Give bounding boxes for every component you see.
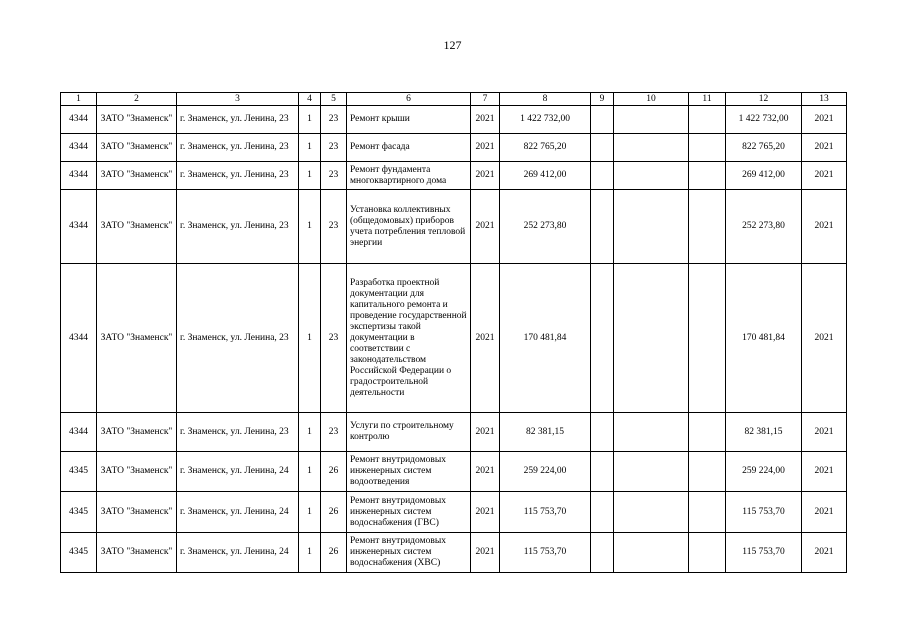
cell-year: 2021 <box>471 413 500 452</box>
cell-col5: 23 <box>321 264 347 413</box>
cell-col13: 2021 <box>802 413 847 452</box>
cell-col12: 1 422 732,00 <box>726 106 802 134</box>
cell-col9 <box>591 134 614 162</box>
table-row <box>61 162 847 190</box>
table-row <box>61 264 847 413</box>
cell-municipality: ЗАТО "Знаменск" <box>97 134 177 162</box>
cell-col10 <box>614 492 689 533</box>
cell-address: г. Знаменск, ул. Ленина, 23 <box>177 413 299 452</box>
cell-number: 4344 <box>61 106 97 134</box>
cell-col9 <box>591 190 614 264</box>
cell-total: 269 412,00 <box>500 162 591 190</box>
header-row <box>61 93 847 106</box>
cell-col4: 1 <box>299 134 321 162</box>
cell-col12: 170 481,84 <box>726 264 802 413</box>
cell-work-type: Разработка проектной документации для капитального ремонта и проведение государственной экспертизы такой документации в соответствии с законодательством Российской Федерации о градостроительной деятельности <box>347 264 471 413</box>
cell-year: 2021 <box>471 134 500 162</box>
cell-col12: 269 412,00 <box>726 162 802 190</box>
cell-col12: 82 381,15 <box>726 413 802 452</box>
cell-number: 4344 <box>61 162 97 190</box>
cell-col12: 252 273,80 <box>726 190 802 264</box>
cell-col9 <box>591 162 614 190</box>
cell-year: 2021 <box>471 190 500 264</box>
cell-number: 4345 <box>61 452 97 492</box>
cell-municipality: ЗАТО "Знаменск" <box>97 162 177 190</box>
cell-total: 1 422 732,00 <box>500 106 591 134</box>
cell-col10 <box>614 162 689 190</box>
cell-work-type: Услуги по строительному контролю <box>347 413 471 452</box>
cell-col13: 2021 <box>802 134 847 162</box>
column-header: 8 <box>500 93 591 106</box>
cell-col12: 115 753,70 <box>726 492 802 533</box>
cell-col5: 23 <box>321 134 347 162</box>
cell-work-type: Ремонт внутридомовых инженерных систем водоснабжения (ГВС) <box>347 492 471 533</box>
cell-col10 <box>614 134 689 162</box>
cell-address: г. Знаменск, ул. Ленина, 23 <box>177 264 299 413</box>
cell-col4: 1 <box>299 413 321 452</box>
cell-col5: 26 <box>321 452 347 492</box>
cell-col10 <box>614 106 689 134</box>
cell-col9 <box>591 264 614 413</box>
cell-year: 2021 <box>471 264 500 413</box>
cell-municipality: ЗАТО "Знаменск" <box>97 533 177 573</box>
cell-total: 115 753,70 <box>500 492 591 533</box>
cell-municipality: ЗАТО "Знаменск" <box>97 106 177 134</box>
cell-col4: 1 <box>299 452 321 492</box>
cell-col4: 1 <box>299 106 321 134</box>
cell-year: 2021 <box>471 452 500 492</box>
column-header: 9 <box>591 93 614 106</box>
column-header: 2 <box>97 93 177 106</box>
cell-col5: 23 <box>321 106 347 134</box>
table-row <box>61 106 847 134</box>
cell-number: 4344 <box>61 413 97 452</box>
cell-total: 259 224,00 <box>500 452 591 492</box>
cell-col13: 2021 <box>802 492 847 533</box>
column-header: 11 <box>689 93 726 106</box>
cell-col11 <box>689 106 726 134</box>
cell-col4: 1 <box>299 492 321 533</box>
cell-col13: 2021 <box>802 162 847 190</box>
cell-address: г. Знаменск, ул. Ленина, 24 <box>177 533 299 573</box>
cell-col4: 1 <box>299 190 321 264</box>
cell-col9 <box>591 106 614 134</box>
cell-work-type: Ремонт фасада <box>347 134 471 162</box>
cell-address: г. Знаменск, ул. Ленина, 24 <box>177 492 299 533</box>
cell-col11 <box>689 533 726 573</box>
cell-work-type: Ремонт крыши <box>347 106 471 134</box>
column-header: 3 <box>177 93 299 106</box>
table-row <box>61 533 847 573</box>
cell-col12: 115 753,70 <box>726 533 802 573</box>
cell-col11 <box>689 134 726 162</box>
cell-col11 <box>689 413 726 452</box>
cell-municipality: ЗАТО "Знаменск" <box>97 264 177 413</box>
cell-col4: 1 <box>299 264 321 413</box>
cell-year: 2021 <box>471 492 500 533</box>
cell-col5: 26 <box>321 492 347 533</box>
cell-col9 <box>591 452 614 492</box>
cell-total: 252 273,80 <box>500 190 591 264</box>
cell-col4: 1 <box>299 162 321 190</box>
column-header: 12 <box>726 93 802 106</box>
cell-col11 <box>689 492 726 533</box>
cell-col13: 2021 <box>802 264 847 413</box>
cell-year: 2021 <box>471 162 500 190</box>
cell-col5: 23 <box>321 162 347 190</box>
column-header: 7 <box>471 93 500 106</box>
cell-municipality: ЗАТО "Знаменск" <box>97 190 177 264</box>
column-header: 6 <box>347 93 471 106</box>
cell-col4: 1 <box>299 533 321 573</box>
cell-address: г. Знаменск, ул. Ленина, 24 <box>177 452 299 492</box>
cell-col10 <box>614 190 689 264</box>
cell-col12: 822 765,20 <box>726 134 802 162</box>
cell-col11 <box>689 162 726 190</box>
cell-address: г. Знаменск, ул. Ленина, 23 <box>177 190 299 264</box>
cell-col11 <box>689 264 726 413</box>
cell-work-type: Ремонт внутридомовых инженерных систем водоснабжения (ХВС) <box>347 533 471 573</box>
cell-col10 <box>614 264 689 413</box>
cell-work-type: Ремонт фундамента многоквартирного дома <box>347 162 471 190</box>
column-header: 4 <box>299 93 321 106</box>
cell-col13: 2021 <box>802 106 847 134</box>
cell-total: 822 765,20 <box>500 134 591 162</box>
cell-col10 <box>614 413 689 452</box>
cell-number: 4345 <box>61 492 97 533</box>
cell-total: 115 753,70 <box>500 533 591 573</box>
cell-col13: 2021 <box>802 452 847 492</box>
cell-number: 4345 <box>61 533 97 573</box>
cell-year: 2021 <box>471 533 500 573</box>
cell-work-type: Ремонт внутридомовых инженерных систем водоотведения <box>347 452 471 492</box>
column-header: 5 <box>321 93 347 106</box>
cell-total: 82 381,15 <box>500 413 591 452</box>
table-row <box>61 452 847 492</box>
cell-municipality: ЗАТО "Знаменск" <box>97 492 177 533</box>
cell-col13: 2021 <box>802 533 847 573</box>
cell-total: 170 481,84 <box>500 264 591 413</box>
cell-municipality: ЗАТО "Знаменск" <box>97 452 177 492</box>
cell-address: г. Знаменск, ул. Ленина, 23 <box>177 162 299 190</box>
cell-col9 <box>591 492 614 533</box>
cell-col11 <box>689 452 726 492</box>
table-row <box>61 134 847 162</box>
cell-work-type: Установка коллективных (общедомовых) приборов учета потребления тепловой энергии <box>347 190 471 264</box>
cell-col11 <box>689 190 726 264</box>
column-header: 10 <box>614 93 689 106</box>
cell-address: г. Знаменск, ул. Ленина, 23 <box>177 134 299 162</box>
cell-municipality: ЗАТО "Знаменск" <box>97 413 177 452</box>
cell-col5: 26 <box>321 533 347 573</box>
cell-number: 4344 <box>61 190 97 264</box>
page-number: 127 <box>443 38 462 52</box>
cell-number: 4344 <box>61 264 97 413</box>
cell-col9 <box>591 533 614 573</box>
cell-col12: 259 224,00 <box>726 452 802 492</box>
cell-year: 2021 <box>471 106 500 134</box>
cell-address: г. Знаменск, ул. Ленина, 23 <box>177 106 299 134</box>
register-table <box>60 92 847 573</box>
cell-col10 <box>614 533 689 573</box>
cell-col13: 2021 <box>802 190 847 264</box>
table-row <box>61 413 847 452</box>
table-row <box>61 190 847 264</box>
cell-col10 <box>614 452 689 492</box>
table-row <box>61 492 847 533</box>
cell-col9 <box>591 413 614 452</box>
column-header: 1 <box>61 93 97 106</box>
cell-number: 4344 <box>61 134 97 162</box>
column-header: 13 <box>802 93 847 106</box>
cell-col5: 23 <box>321 413 347 452</box>
cell-col5: 23 <box>321 190 347 264</box>
